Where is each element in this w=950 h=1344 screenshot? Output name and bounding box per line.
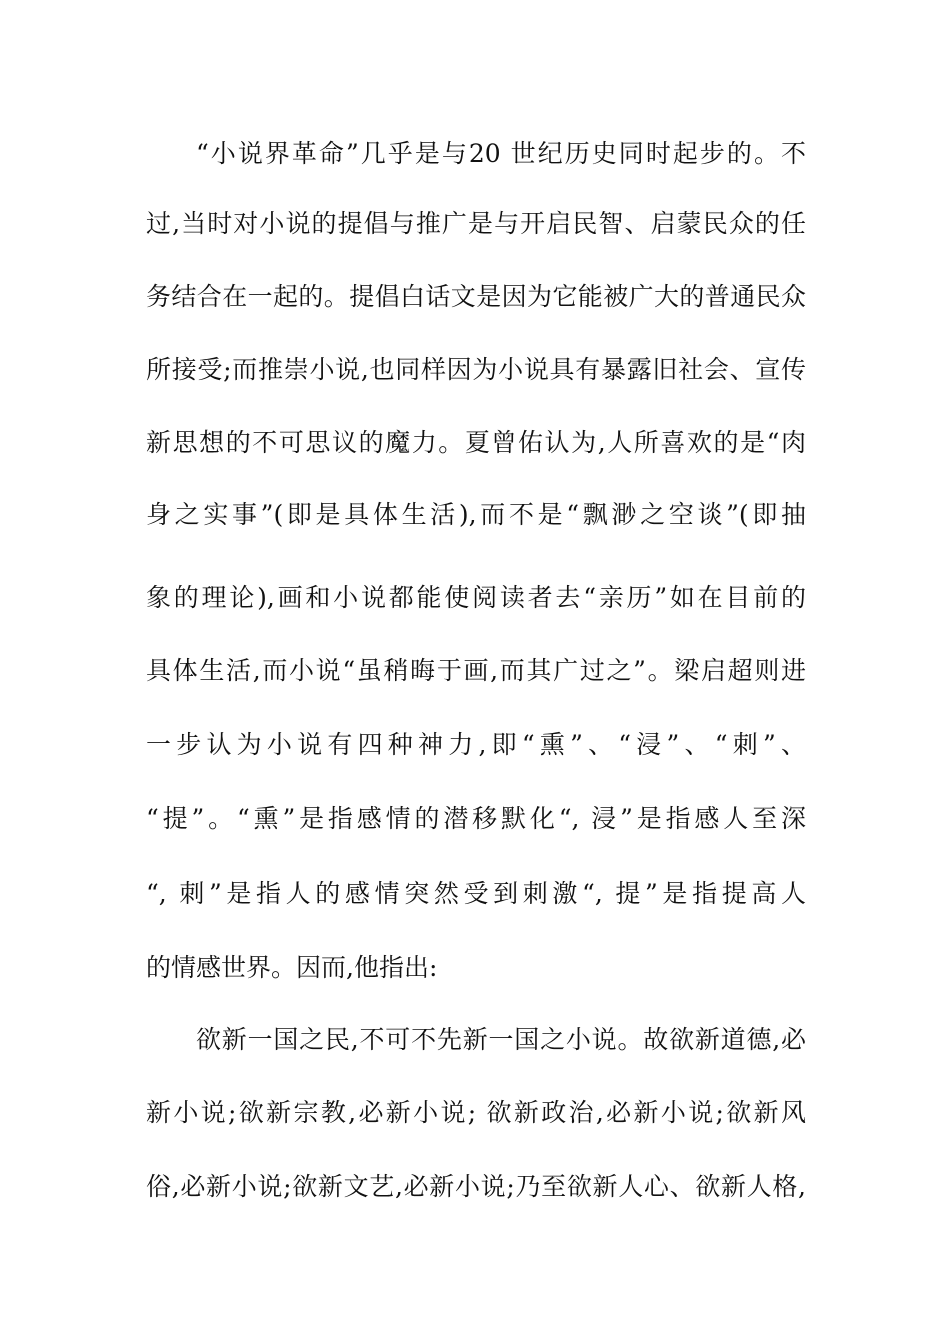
paragraph-1-line-5: 新思想的不可思议的魔力。夏曾佑认为,人所喜欢的是“肉 — [146, 428, 806, 457]
paragraph-1-line-3: 务结合在一起的。提倡白话文是因为它能被广大的普通民众 — [146, 282, 806, 311]
paragraph-1-line-8: 具体生活,而小说“虽稍晦于画,而其广过之”。梁启超则进 — [146, 656, 806, 685]
paragraph-1-line-11: “, 刺”是指人的感情突然受到刺激“, 提”是指提高人 — [146, 879, 806, 908]
paragraph-2-line-1: 欲新一国之民,不可不先新一国之小说。故欲新道德,必 — [196, 1025, 806, 1054]
paragraph-1-line-6: 身之实事”(即是具体生活),而不是“飘渺之空谈”(即抽 — [146, 500, 806, 529]
paragraph-1-line-7: 象的理论),画和小说都能使阅读者去“亲历”如在目前的 — [146, 583, 806, 612]
paragraph-1-line-1: “小说界革命”几乎是与20 世纪历史同时起步的。不 — [196, 139, 806, 168]
paragraph-1-line-4: 所接受;而推崇小说,也同样因为小说具有暴露旧社会、宣传 — [146, 355, 806, 384]
paragraph-1-line-9: 一步认为小说有四种神力,即“熏”、“浸”、“刺”、 — [146, 730, 806, 759]
paragraph-2-line-2: 新小说;欲新宗教,必新小说; 欲新政治,必新小说;欲新风 — [146, 1098, 806, 1127]
paragraph-1-line-2: 过,当时对小说的提倡与推广是与开启民智、启蒙民众的任 — [146, 209, 806, 238]
paragraph-2-line-3: 俗,必新小说;欲新文艺,必新小说;乃至欲新人心、欲新人格, — [146, 1172, 806, 1201]
paragraph-1-line-12: 的情感世界。因而,他指出: — [146, 953, 438, 982]
paragraph-1-line-10: “提”。“熏”是指感情的潜移默化“, 浸”是指感人至深 — [146, 804, 806, 833]
